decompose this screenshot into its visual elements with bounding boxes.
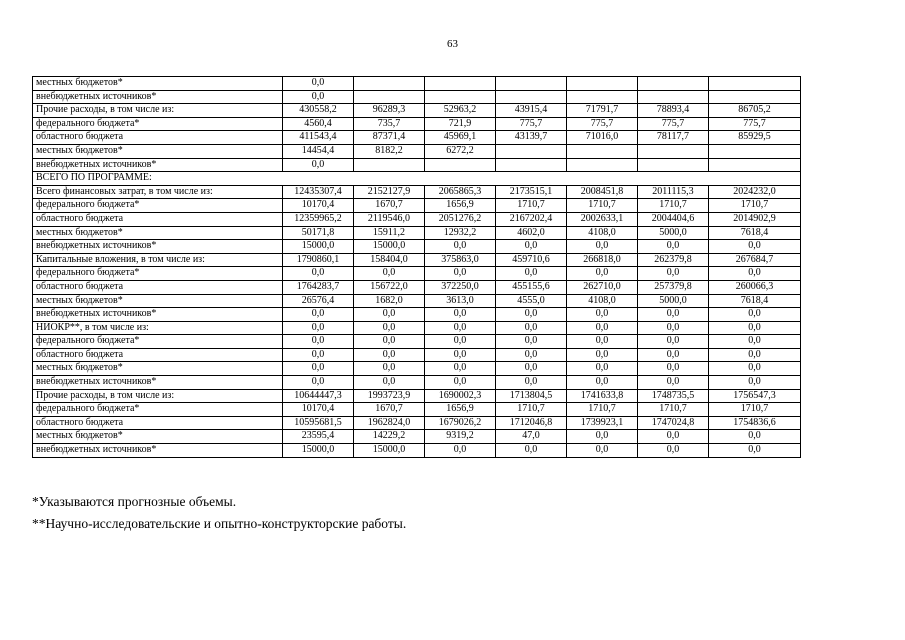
- row-label: федерального бюджета*: [33, 117, 283, 131]
- row-label: местных бюджетов*: [33, 77, 283, 91]
- row-label: федерального бюджета*: [33, 403, 283, 417]
- cell-value: [425, 158, 496, 172]
- cell-value: 0,0: [496, 240, 567, 254]
- cell-value: 0,0: [354, 335, 425, 349]
- table-row: [33, 308, 801, 322]
- row-label: областного бюджета: [33, 416, 283, 430]
- cell-value: 2119546,0: [354, 212, 425, 226]
- cell-value: 0,0: [638, 240, 709, 254]
- cell-value: 0,0: [425, 267, 496, 281]
- table-row: [33, 212, 801, 226]
- cell-value: 0,0: [354, 362, 425, 376]
- cell-value: 0,0: [709, 321, 801, 335]
- cell-value: 0,0: [496, 308, 567, 322]
- table-row: [33, 294, 801, 308]
- cell-value: 5000,0: [638, 226, 709, 240]
- footnote-forecast: *Указываются прогнозные объемы.: [32, 494, 237, 509]
- cell-value: 1710,7: [567, 403, 638, 417]
- row-label: федерального бюджета*: [33, 199, 283, 213]
- cell-value: 12932,2: [425, 226, 496, 240]
- cell-value: 1710,7: [709, 199, 801, 213]
- table-row: [33, 104, 801, 118]
- cell-value: 0,0: [425, 444, 496, 458]
- cell-value: 0,0: [567, 308, 638, 322]
- cell-value: 260066,3: [709, 280, 801, 294]
- row-label: местных бюджетов*: [33, 294, 283, 308]
- cell-value: [425, 90, 496, 104]
- cell-value: 0,0: [638, 444, 709, 458]
- row-label: внебюджетных источников*: [33, 444, 283, 458]
- row-label: областного бюджета: [33, 280, 283, 294]
- table-row: [33, 403, 801, 417]
- cell-value: 0,0: [496, 376, 567, 390]
- cell-value: 0,0: [283, 335, 354, 349]
- table-row: [33, 158, 801, 172]
- cell-value: 26576,4: [283, 294, 354, 308]
- section-header-row: [33, 172, 801, 186]
- cell-value: 1713804,5: [496, 389, 567, 403]
- cell-value: 4555,0: [496, 294, 567, 308]
- cell-value: [709, 158, 801, 172]
- cell-value: 0,0: [709, 240, 801, 254]
- cell-value: 0,0: [567, 321, 638, 335]
- cell-value: 0,0: [283, 308, 354, 322]
- cell-value: 1670,7: [354, 403, 425, 417]
- cell-value: 735,7: [354, 117, 425, 131]
- cell-value: [638, 90, 709, 104]
- cell-value: 4108,0: [567, 226, 638, 240]
- cell-value: 1710,7: [496, 199, 567, 213]
- cell-value: 0,0: [496, 335, 567, 349]
- cell-value: 0,0: [567, 444, 638, 458]
- cell-value: 8182,2: [354, 144, 425, 158]
- row-label: Прочие расходы, в том числе из:: [33, 389, 283, 403]
- table-row: [33, 144, 801, 158]
- cell-value: 14229,2: [354, 430, 425, 444]
- cell-value: 78893,4: [638, 104, 709, 118]
- cell-value: 0,0: [283, 267, 354, 281]
- cell-value: 0,0: [425, 308, 496, 322]
- cell-value: 0,0: [567, 348, 638, 362]
- cell-value: 0,0: [709, 376, 801, 390]
- cell-value: 2024232,0: [709, 185, 801, 199]
- cell-value: 87371,4: [354, 131, 425, 145]
- cell-value: 0,0: [638, 267, 709, 281]
- cell-value: 0,0: [567, 240, 638, 254]
- row-label: НИОКР**, в том числе из:: [33, 321, 283, 335]
- cell-value: 52963,2: [425, 104, 496, 118]
- table-row: [33, 444, 801, 458]
- cell-value: 1710,7: [709, 403, 801, 417]
- cell-value: 0,0: [354, 308, 425, 322]
- table-row: [33, 362, 801, 376]
- cell-value: 1710,7: [496, 403, 567, 417]
- table-row: [33, 376, 801, 390]
- cell-value: [354, 158, 425, 172]
- row-label: местных бюджетов*: [33, 362, 283, 376]
- cell-value: 267684,7: [709, 253, 801, 267]
- cell-value: [354, 90, 425, 104]
- cell-value: [496, 77, 567, 91]
- cell-value: 10170,4: [283, 199, 354, 213]
- table-row: [33, 253, 801, 267]
- cell-value: [567, 77, 638, 91]
- cell-value: 3613,0: [425, 294, 496, 308]
- cell-value: 775,7: [496, 117, 567, 131]
- cell-value: 0,0: [567, 362, 638, 376]
- cell-value: 15000,0: [283, 444, 354, 458]
- cell-value: 4602,0: [496, 226, 567, 240]
- cell-value: 1712046,8: [496, 416, 567, 430]
- cell-value: 375863,0: [425, 253, 496, 267]
- cell-value: 2065865,3: [425, 185, 496, 199]
- cell-value: 10595681,5: [283, 416, 354, 430]
- cell-value: 0,0: [496, 348, 567, 362]
- cell-value: 0,0: [283, 321, 354, 335]
- cell-value: [709, 144, 801, 158]
- cell-value: 0,0: [709, 348, 801, 362]
- cell-value: 7618,4: [709, 226, 801, 240]
- cell-value: 0,0: [496, 267, 567, 281]
- cell-value: 1710,7: [638, 199, 709, 213]
- cell-value: 0,0: [709, 267, 801, 281]
- cell-value: 0,0: [425, 240, 496, 254]
- cell-value: 1679026,2: [425, 416, 496, 430]
- cell-value: 50171,8: [283, 226, 354, 240]
- cell-value: 0,0: [283, 348, 354, 362]
- row-label: внебюджетных источников*: [33, 376, 283, 390]
- cell-value: 775,7: [709, 117, 801, 131]
- row-label: местных бюджетов*: [33, 144, 283, 158]
- cell-value: 2002633,1: [567, 212, 638, 226]
- cell-value: 1764283,7: [283, 280, 354, 294]
- cell-value: 7618,4: [709, 294, 801, 308]
- cell-value: 2173515,1: [496, 185, 567, 199]
- cell-value: 1739923,1: [567, 416, 638, 430]
- cell-value: 0,0: [354, 348, 425, 362]
- row-label: Прочие расходы, в том числе из:: [33, 104, 283, 118]
- cell-value: 12359965,2: [283, 212, 354, 226]
- row-label: Всего финансовых затрат, в том числе из:: [33, 185, 283, 199]
- cell-value: 721,9: [425, 117, 496, 131]
- cell-value: 455155,6: [496, 280, 567, 294]
- cell-value: 71016,0: [567, 131, 638, 145]
- cell-value: 0,0: [567, 267, 638, 281]
- cell-value: 5000,0: [638, 294, 709, 308]
- cell-value: 1710,7: [567, 199, 638, 213]
- cell-value: [354, 77, 425, 91]
- cell-value: 96289,3: [354, 104, 425, 118]
- page-number: 63: [447, 38, 458, 50]
- table-row: [33, 199, 801, 213]
- cell-value: 1747024,8: [638, 416, 709, 430]
- cell-value: 2051276,2: [425, 212, 496, 226]
- cell-value: 1790860,1: [283, 253, 354, 267]
- cell-value: 158404,0: [354, 253, 425, 267]
- cell-value: [709, 77, 801, 91]
- cell-value: 10170,4: [283, 403, 354, 417]
- cell-value: 2167202,4: [496, 212, 567, 226]
- row-label: Капитальные вложения, в том числе из:: [33, 253, 283, 267]
- cell-value: 0,0: [709, 430, 801, 444]
- cell-value: 15000,0: [354, 240, 425, 254]
- table-row: [33, 430, 801, 444]
- cell-value: 2152127,9: [354, 185, 425, 199]
- cell-value: 0,0: [709, 335, 801, 349]
- cell-value: 10644447,3: [283, 389, 354, 403]
- cell-value: 9319,2: [425, 430, 496, 444]
- row-label: федерального бюджета*: [33, 335, 283, 349]
- table-row: [33, 280, 801, 294]
- cell-value: 15000,0: [283, 240, 354, 254]
- cell-value: 14454,4: [283, 144, 354, 158]
- cell-value: 775,7: [638, 117, 709, 131]
- cell-value: 1690002,3: [425, 389, 496, 403]
- cell-value: 0,0: [425, 362, 496, 376]
- table-row: [33, 335, 801, 349]
- cell-value: 459710,6: [496, 253, 567, 267]
- cell-value: 86705,2: [709, 104, 801, 118]
- cell-value: 0,0: [496, 444, 567, 458]
- cell-value: [638, 77, 709, 91]
- cell-value: 43915,4: [496, 104, 567, 118]
- cell-value: 47,0: [496, 430, 567, 444]
- cell-value: 257379,8: [638, 280, 709, 294]
- cell-value: 1741633,8: [567, 389, 638, 403]
- cell-value: 0,0: [567, 335, 638, 349]
- footnote-niokr: **Научно-исследовательские и опытно-конструкторские работы.: [32, 516, 407, 531]
- table-row: [33, 389, 801, 403]
- cell-value: 0,0: [709, 308, 801, 322]
- cell-value: 2014902,9: [709, 212, 801, 226]
- cell-value: 2004404,6: [638, 212, 709, 226]
- cell-value: 0,0: [638, 362, 709, 376]
- cell-value: 411543,4: [283, 131, 354, 145]
- cell-value: 156722,0: [354, 280, 425, 294]
- footnotes: [32, 491, 406, 535]
- cell-value: 372250,0: [425, 280, 496, 294]
- cell-value: 0,0: [709, 362, 801, 376]
- cell-value: 85929,5: [709, 131, 801, 145]
- cell-value: 0,0: [283, 90, 354, 104]
- cell-value: 0,0: [425, 335, 496, 349]
- cell-value: 2008451,8: [567, 185, 638, 199]
- cell-value: 0,0: [425, 376, 496, 390]
- cell-value: 0,0: [638, 430, 709, 444]
- row-label: федерального бюджета*: [33, 267, 283, 281]
- cell-value: 0,0: [638, 376, 709, 390]
- cell-value: 0,0: [567, 376, 638, 390]
- row-label: внебюджетных источников*: [33, 308, 283, 322]
- cell-value: 262710,0: [567, 280, 638, 294]
- cell-value: 15000,0: [354, 444, 425, 458]
- cell-value: 0,0: [638, 335, 709, 349]
- cell-value: 775,7: [567, 117, 638, 131]
- cell-value: 0,0: [283, 158, 354, 172]
- cell-value: [567, 158, 638, 172]
- cell-value: 1656,9: [425, 403, 496, 417]
- cell-value: 1962824,0: [354, 416, 425, 430]
- row-label: областного бюджета: [33, 131, 283, 145]
- cell-value: 0,0: [709, 444, 801, 458]
- cell-value: 71791,7: [567, 104, 638, 118]
- cell-value: 0,0: [496, 362, 567, 376]
- row-label: областного бюджета: [33, 212, 283, 226]
- cell-value: 1754836,6: [709, 416, 801, 430]
- section-header: ВСЕГО ПО ПРОГРАММЕ:: [33, 172, 801, 186]
- cell-value: 430558,2: [283, 104, 354, 118]
- cell-value: [638, 144, 709, 158]
- cell-value: 1670,7: [354, 199, 425, 213]
- row-label: внебюджетных источников*: [33, 240, 283, 254]
- table-row: [33, 321, 801, 335]
- table-row: [33, 267, 801, 281]
- row-label: местных бюджетов*: [33, 226, 283, 240]
- table-row: [33, 185, 801, 199]
- cell-value: 78117,7: [638, 131, 709, 145]
- table-row: [33, 117, 801, 131]
- budget-table: [32, 76, 801, 458]
- cell-value: 1756547,3: [709, 389, 801, 403]
- cell-value: [496, 144, 567, 158]
- cell-value: [425, 77, 496, 91]
- cell-value: 266818,0: [567, 253, 638, 267]
- cell-value: 0,0: [425, 348, 496, 362]
- table-row: [33, 348, 801, 362]
- cell-value: 0,0: [638, 348, 709, 362]
- row-label: внебюджетных источников*: [33, 158, 283, 172]
- cell-value: 15911,2: [354, 226, 425, 240]
- cell-value: 1682,0: [354, 294, 425, 308]
- table-row: [33, 240, 801, 254]
- cell-value: [709, 90, 801, 104]
- cell-value: 1993723,9: [354, 389, 425, 403]
- cell-value: 23595,4: [283, 430, 354, 444]
- cell-value: 4560,4: [283, 117, 354, 131]
- table-row: [33, 77, 801, 91]
- cell-value: 0,0: [354, 321, 425, 335]
- row-label: областного бюджета: [33, 348, 283, 362]
- cell-value: 12435307,4: [283, 185, 354, 199]
- cell-value: 0,0: [638, 321, 709, 335]
- cell-value: [567, 144, 638, 158]
- cell-value: 0,0: [425, 321, 496, 335]
- cell-value: [567, 90, 638, 104]
- cell-value: [496, 158, 567, 172]
- cell-value: 0,0: [283, 362, 354, 376]
- budget-table-body: [33, 77, 801, 458]
- row-label: местных бюджетов*: [33, 430, 283, 444]
- cell-value: 0,0: [496, 321, 567, 335]
- table-row: [33, 131, 801, 145]
- cell-value: 2011115,3: [638, 185, 709, 199]
- cell-value: 0,0: [567, 430, 638, 444]
- cell-value: 0,0: [283, 77, 354, 91]
- cell-value: 43139,7: [496, 131, 567, 145]
- cell-value: 0,0: [354, 376, 425, 390]
- cell-value: 262379,8: [638, 253, 709, 267]
- cell-value: 1710,7: [638, 403, 709, 417]
- cell-value: 0,0: [354, 267, 425, 281]
- cell-value: 0,0: [638, 308, 709, 322]
- cell-value: 0,0: [283, 376, 354, 390]
- cell-value: 6272,2: [425, 144, 496, 158]
- cell-value: 1656,9: [425, 199, 496, 213]
- cell-value: 1748735,5: [638, 389, 709, 403]
- table-row: [33, 226, 801, 240]
- cell-value: 45969,1: [425, 131, 496, 145]
- cell-value: [638, 158, 709, 172]
- table-row: [33, 416, 801, 430]
- cell-value: 4108,0: [567, 294, 638, 308]
- cell-value: [496, 90, 567, 104]
- table-row: [33, 90, 801, 104]
- row-label: внебюджетных источников*: [33, 90, 283, 104]
